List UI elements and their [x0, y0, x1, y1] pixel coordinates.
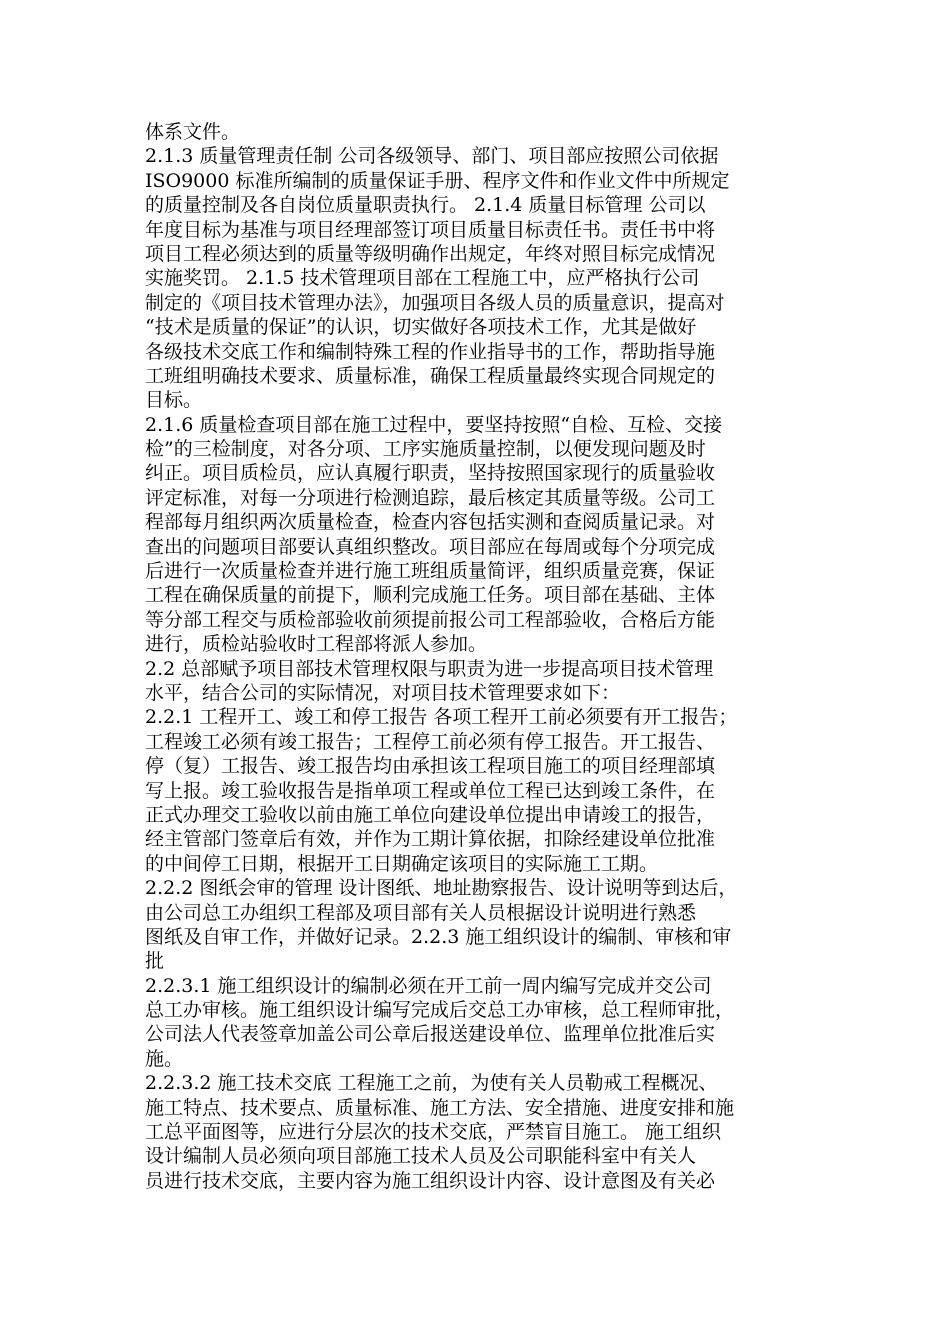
text-line: 体系文件。: [145, 121, 241, 143]
text-line: 后进行一次质量检查并进行施工班组质量简评，组织质量竞赛，保证: [145, 560, 716, 583]
text-line: ISO9000 标准所编制的质量保证手册、程序文件和作业文件中所规定: [145, 169, 730, 192]
text-line: 项目工程必须达到的质量等级明确作出规定，年终对照目标完成情况: [145, 242, 716, 265]
text-line: 查出的问题项目部要认真组织整改。项目部应在每周或每个分项完成: [145, 535, 716, 558]
text-line: 程部每月组织两次质量检查，检查内容包括实测和查阅质量记录。对: [145, 511, 716, 534]
text-line: 的质量控制及各自岗位质量职责执行。 2.1.4 质量目标管理 公司以: [145, 194, 706, 217]
text-line: 的中间停工日期，根据开工日期确定该项目的实际施工工期。: [145, 852, 659, 875]
text-line: 各级技术交底工作和编制特殊工程的作业指导书的工作，帮助指导施: [145, 340, 716, 363]
text-line: 2.2.1 工程开工、竣工和停工报告 各项工程开工前必须要有开工报告；: [145, 706, 738, 729]
text-line: 经主管部门签章后有效，并作为工期计算依据，扣除经建设单位批准: [145, 828, 716, 851]
text-line: 制定的《项目技术管理办法》，加强项目各级人员的质量意识，提高对: [145, 291, 725, 314]
text-line: 图纸及自审工作，并做好记录。2.2.3 施工组织设计的编制、审核和审: [145, 925, 732, 948]
text-line: 检”的三检制度，对各分项、工序实施质量控制，以便发现问题及时: [145, 438, 706, 461]
text-line: 水平，结合公司的实际情况，对项目技术管理要求如下：: [145, 681, 621, 704]
text-line: 员进行技术交底，主要内容为施工组织设计内容、设计意图及有关必: [145, 1169, 716, 1192]
text-line: 工程在确保质量的前提下，顺利完成施工任务。项目部在基础、主体: [145, 584, 716, 607]
text-line: 批: [145, 950, 165, 973]
text-line: 实施奖罚。 2.1.5 技术管理项目部在工程施工中，应严格执行公司: [145, 267, 700, 290]
text-line: 施工特点、技术要点、质量标准、施工方法、安全措施、进度安排和施: [145, 1096, 735, 1119]
text-line: 由公司总工办组织工程部及项目部有关人员根据设计说明进行熟悉: [145, 901, 697, 924]
text-line: 纠正。项目质检员，应认真履行职责，坚持按照国家现行的质量验收: [145, 462, 716, 485]
text-line: 等分部工程交与质检部验收前须提前报公司工程部验收，合格后方能: [145, 608, 716, 631]
text-line: 年度目标为基准与项目经理部签订项目质量目标责任书。责任书中将: [145, 218, 716, 241]
text-line: 公司法人代表签章加盖公司公章后报送建设单位、监理单位批准后实: [145, 1023, 716, 1046]
text-line: 正式办理交工验收以前由施工单位向建设单位提出申请竣工的报告，: [145, 803, 716, 826]
text-line: 写上报。竣工验收报告是指单项工程或单位工程已达到竣工条件，在: [145, 779, 716, 802]
text-line: 工班组明确技术要求、质量标准，确保工程质量最终实现合同规定的: [145, 364, 716, 387]
text-line: 工总平面图等，应进行分层次的技术交底，严禁盲目施工。 施工组织: [145, 1121, 722, 1144]
text-line: 2.2.2 图纸会审的管理 设计图纸、地址勘察报告、设计说明等到达后，: [145, 877, 738, 900]
text-line: 2.1.3 质量管理责任制 公司各级领导、部门、项目部应按照公司依据: [145, 145, 719, 168]
text-line: 目标。: [145, 389, 203, 412]
text-line: 停（复）工报告、竣工报告均由承担该工程项目施工的项目经理部填: [145, 755, 716, 778]
text-line: 2.2.3.2 施工技术交底 工程施工之前，为使有关人员勒戒工程概况、: [145, 1072, 718, 1095]
text-line: “技术是质量的保证”的认识，切实做好各项技术工作，尤其是做好: [145, 316, 697, 339]
text-line: 总工办审核。施工组织设计编写完成后交总工办审核，总工程师审批，: [145, 999, 735, 1022]
text-line: 进行，质检站验收时工程部将派人参加。: [145, 633, 488, 656]
text-line: 工程竣工必须有竣工报告；工程停工前必须有停工报告。开工报告、: [145, 730, 716, 753]
text-line: 设计编制人员必须向项目部施工技术人员及公司职能科室中有关人: [145, 1145, 697, 1168]
text-line: 评定标准，对每一分项进行检测追踪，最后核定其质量等级。公司工: [145, 486, 716, 509]
text-line: 2.2.3.1 施工组织设计的编制必须在开工前一周内编写完成并交公司: [145, 974, 712, 997]
text-line: 施。: [145, 1047, 184, 1070]
text-line: 2.2 总部赋予项目部技术管理权限与职责为进一步提高项目技术管理: [145, 657, 714, 680]
text-line: 2.1.6 质量检查项目部在施工过程中，要坚持按照“自检、互检、交接: [145, 413, 723, 436]
document-body: [145, 120, 810, 1193]
